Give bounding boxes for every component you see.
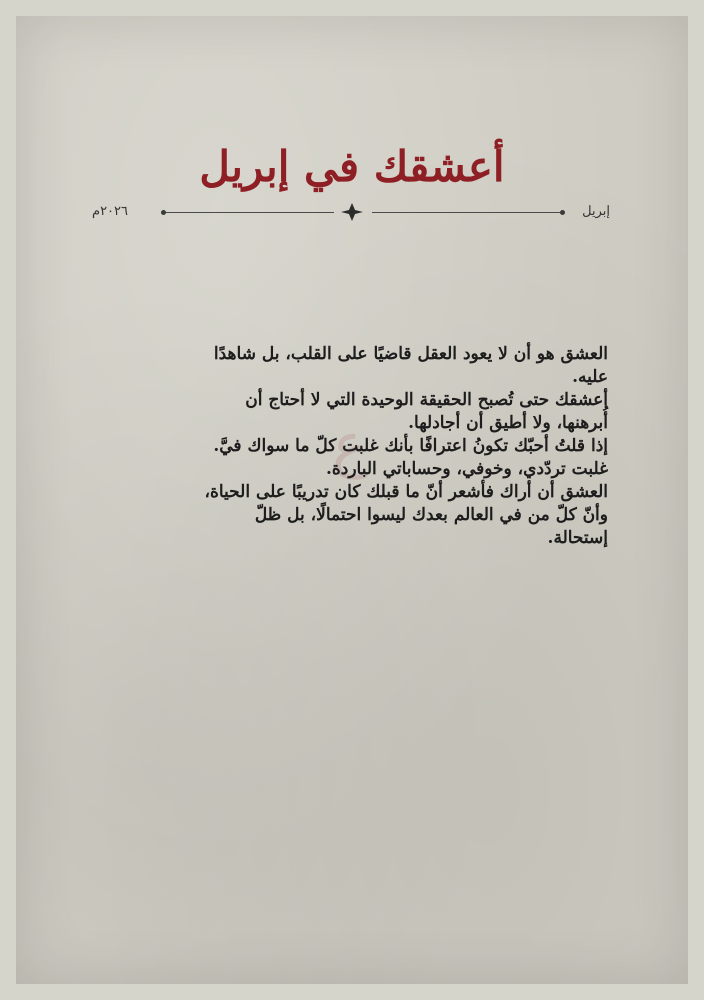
ornament-line-right [372, 212, 562, 213]
diamond-ornament-icon [340, 202, 364, 222]
page-title: أعشقك في إبريل [199, 142, 505, 191]
watermark-glyph: ع [332, 410, 368, 480]
year-label: ٢٠٢٦م [92, 204, 128, 219]
poem-line: غلبت تردّدي، وخوفي، وحساباتي الباردة. [325, 459, 608, 479]
poem-line: وأنّ كلّ من في العالم بعدك ليسوا احتمالًا، بل ظلّ [254, 505, 608, 525]
poem-line: عليه. [572, 367, 608, 387]
poem-line: العشق أن أراك فأشعر أنّ ما قبلك كان تدريبًا على الحياة، [204, 482, 608, 502]
ornament-line-left [164, 212, 334, 213]
poem-body [130, 343, 608, 550]
poem-line: أعشقك حتى تُصبح الحقيقة الوحيدة التي لا أحتاج أن [245, 390, 608, 410]
poem-line: العشق هو أن لا يعود العقل قاضيًا على القلب، بل شاهدًا [213, 344, 608, 364]
poem-line: إذا قلتُ أحبّك تكونُ اعترافًا بأنك غلبت كلّ ما سواك فيَّ. [213, 436, 608, 456]
poem-line: أُبرهنها، ولا أطيق أن أجادلها. [408, 413, 608, 433]
month-label: إبريل [582, 204, 610, 219]
poem-line: إستحالة. [547, 528, 608, 548]
ornament-dot-right [560, 210, 565, 215]
ornament-dot-left [161, 210, 166, 215]
